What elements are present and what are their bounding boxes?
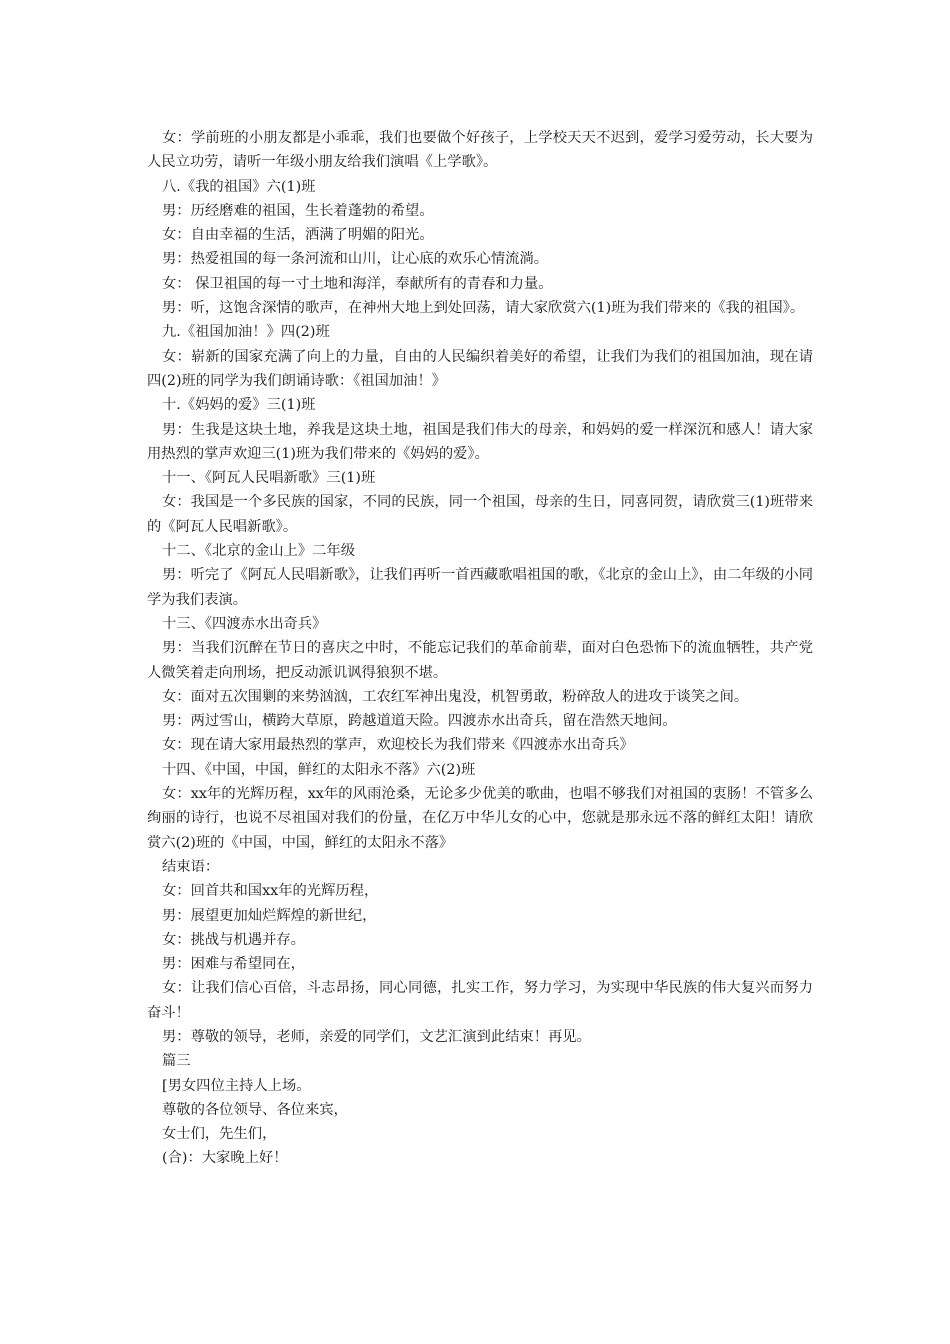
paragraph: [男女四位主持人上场。 — [162, 1077, 311, 1094]
paragraph: 女：自由幸福的生活，洒满了明媚的阳光。 — [162, 227, 434, 244]
paragraph: 男：困难与希望同在， — [162, 956, 305, 973]
section-heading: 结束语： — [162, 858, 220, 875]
paragraph: 男：两过雪山，横跨大草原，跨越道道天险。四渡赤水出奇兵，留在浩然天地间。 — [162, 713, 677, 730]
section-heading: 九.《祖国加油！》四(2)班 — [162, 324, 330, 341]
paragraph: 女：崭新的国家充满了向上的力量，自由的人民编织着美好的希望，让我们为我们的祖国加油，现在请四(2)班的同学为我们朗诵诗歌：《祖国加油！》 — [147, 348, 813, 389]
section-heading: 十四、《中国，中国，鲜红的太阳永不落》六(2)班 — [162, 761, 476, 778]
paragraph: 女： 保卫祖国的每一寸土地和海洋，奉献所有的青春和力量。 — [162, 275, 553, 292]
paragraph: 女：xx年的光辉历程，xx年的风雨沧桑，无论多少优美的歌曲，也唱不够我们对祖国的衷肠！不管多么绚丽的诗行，也说不尽祖国对我们的份量，在亿万中华儿女的心中，您就是那永远不落的鲜红太阳！请欣赏六(2)班的《中国，中国，鲜红的太阳永不落》 — [147, 786, 813, 851]
paragraph: 女：面对五次围剿的来势汹汹，工农红军神出鬼没，机智勇敢，粉碎敌人的进攻于谈笑之间。 — [162, 688, 749, 705]
section-heading: 篇三 — [162, 1053, 191, 1070]
paragraph: 女：回首共和国xx年的光辉历程， — [162, 883, 379, 900]
paragraph: 女：学前班的小朋友都是小乖乖，我们也要做个好孩子，上学校天天不迟到，爱学习爱劳动，长大要为人民立功劳，请听一年级小朋友给我们演唱《上学歌》。 — [147, 130, 813, 171]
paragraph: 男：生我是这块土地，养我是这块土地，祖国是我们伟大的母亲，和妈妈的爱一样深沉和感人！请大家用热烈的掌声欢迎三(1)班为我们带来的《妈妈的爱》。 — [147, 421, 813, 462]
section-heading: 十三、《四渡赤水出奇兵》 — [162, 615, 327, 632]
paragraph: 男：热爱祖国的每一条河流和山川，让心底的欢乐心情流淌。 — [162, 251, 549, 268]
paragraph: 尊敬的各位领导、各位来宾， — [162, 1101, 348, 1118]
paragraph: 女：我国是一个多民族的国家，不同的民族，同一个祖国，母亲的生日，同喜同贺，请欣赏三(1)班带来的《阿瓦人民唱新歌》。 — [147, 494, 813, 535]
paragraph: 男：尊敬的领导，老师，亲爱的同学们，文艺汇演到此结束！再见。 — [162, 1028, 591, 1045]
paragraph: 女：现在请大家用最热烈的掌声，欢迎校长为我们带来《四渡赤水出奇兵》 — [162, 737, 634, 754]
section-heading: 八.《我的祖国》六(1)班 — [162, 178, 316, 195]
document-page — [147, 126, 813, 1171]
paragraph: 男：听，这饱含深情的歌声，在神州大地上到处回荡，请大家欣赏六(1)班为我们带来的《我的祖国》。 — [162, 300, 805, 317]
paragraph: 女：挑战与机遇并存。 — [162, 931, 305, 948]
paragraph: 男：历经磨难的祖国，生长着蓬勃的希望。 — [162, 202, 434, 219]
section-heading: 十二、《北京的金山上》二年级 — [162, 543, 356, 560]
paragraph: 女：让我们信心百倍，斗志昂扬，同心同德，扎实工作，努力学习，为实现中华民族的伟大复兴而努力奋斗！ — [147, 980, 813, 1021]
paragraph: 男：当我们沉醉在节日的喜庆之中时，不能忘记我们的革命前辈，面对白色恐怖下的流血牺牲，共产党人微笑着走向刑场，把反动派讥讽得狼狈不堪。 — [147, 640, 813, 681]
paragraph: 男：展望更加灿烂辉煌的新世纪， — [162, 907, 377, 924]
paragraph: 女士们，先生们， — [162, 1126, 277, 1143]
paragraph: 男：听完了《阿瓦人民唱新歌》，让我们再听一首西藏歌唱祖国的歌，《北京的金山上》，由二年级的小同学为我们表演。 — [147, 567, 813, 608]
section-heading: 十一、《阿瓦人民唱新歌》三(1)班 — [162, 470, 376, 487]
paragraph: (合)：大家晚上好！ — [162, 1150, 288, 1167]
section-heading: 十.《妈妈的爱》三(1)班 — [162, 397, 316, 414]
